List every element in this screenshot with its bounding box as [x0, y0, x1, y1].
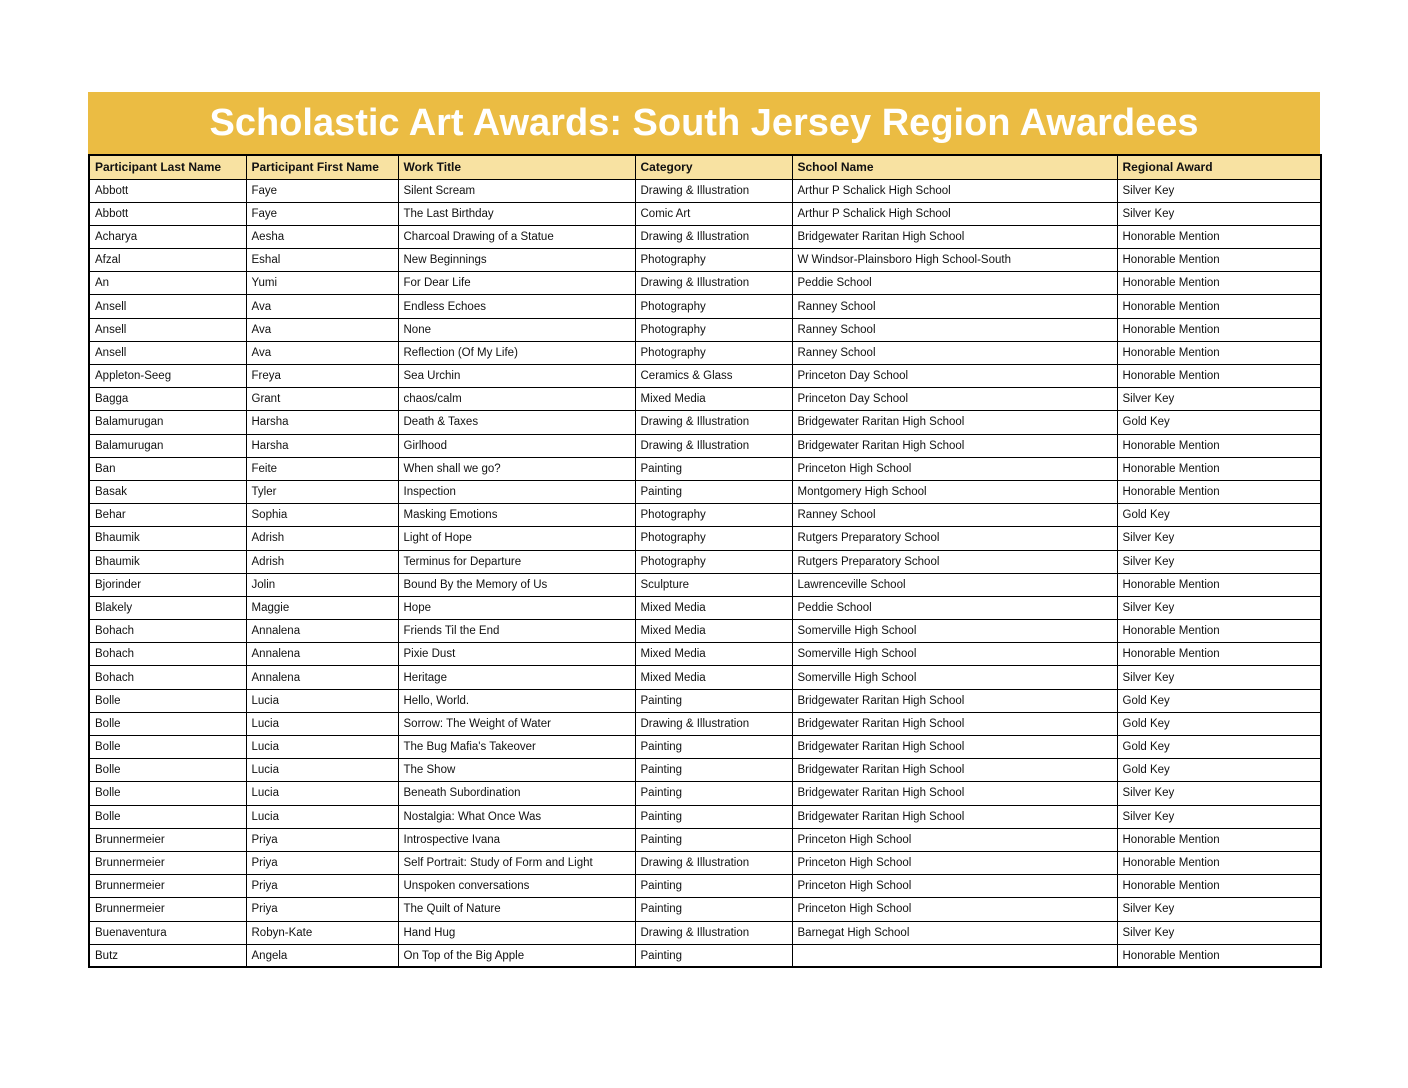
cell-school-name: Ranney School	[792, 295, 1117, 318]
cell-category: Painting	[635, 480, 792, 503]
cell-work-title: Nostalgia: What Once Was	[398, 805, 635, 828]
cell-work-title: The Quilt of Nature	[398, 898, 635, 921]
cell-category: Photography	[635, 295, 792, 318]
cell-work-title: Girlhood	[398, 434, 635, 457]
cell-category: Ceramics & Glass	[635, 365, 792, 388]
cell-work-title: chaos/calm	[398, 388, 635, 411]
cell-regional-award: Honorable Mention	[1117, 225, 1321, 248]
cell-school-name: Princeton High School	[792, 457, 1117, 480]
cell-category: Drawing & Illustration	[635, 225, 792, 248]
cell-regional-award: Honorable Mention	[1117, 643, 1321, 666]
cell-participant-first-name: Harsha	[246, 434, 398, 457]
cell-regional-award: Gold Key	[1117, 736, 1321, 759]
cell-category: Drawing & Illustration	[635, 434, 792, 457]
awards-sheet	[88, 92, 1320, 968]
cell-participant-first-name: Lucia	[246, 759, 398, 782]
cell-category: Painting	[635, 875, 792, 898]
cell-participant-last-name: Butz	[89, 944, 246, 967]
cell-category: Painting	[635, 736, 792, 759]
cell-school-name: Barnegat High School	[792, 921, 1117, 944]
cell-participant-last-name: Brunnermeier	[89, 851, 246, 874]
cell-work-title: Hello, World.	[398, 689, 635, 712]
cell-participant-first-name: Sophia	[246, 504, 398, 527]
cell-participant-last-name: Brunnermeier	[89, 875, 246, 898]
table-row	[89, 341, 1321, 364]
cell-category: Painting	[635, 759, 792, 782]
table-body	[89, 179, 1321, 967]
cell-work-title: Masking Emotions	[398, 504, 635, 527]
table-row	[89, 480, 1321, 503]
cell-work-title: Bound By the Memory of Us	[398, 573, 635, 596]
cell-school-name: Arthur P Schalick High School	[792, 202, 1117, 225]
cell-work-title: Sea Urchin	[398, 365, 635, 388]
cell-participant-last-name: Basak	[89, 480, 246, 503]
cell-regional-award: Honorable Mention	[1117, 480, 1321, 503]
cell-regional-award: Silver Key	[1117, 805, 1321, 828]
column-header-school-name: School Name	[792, 155, 1117, 179]
cell-participant-first-name: Lucia	[246, 689, 398, 712]
cell-category: Drawing & Illustration	[635, 272, 792, 295]
cell-participant-last-name: Ban	[89, 457, 246, 480]
cell-participant-first-name: Lucia	[246, 805, 398, 828]
cell-category: Drawing & Illustration	[635, 851, 792, 874]
awards-table	[88, 154, 1322, 968]
cell-participant-first-name: Eshal	[246, 249, 398, 272]
table-row	[89, 318, 1321, 341]
cell-participant-last-name: Bolle	[89, 782, 246, 805]
cell-participant-first-name: Adrish	[246, 527, 398, 550]
cell-participant-last-name: Blakely	[89, 596, 246, 619]
cell-participant-first-name: Annalena	[246, 620, 398, 643]
cell-participant-first-name: Jolin	[246, 573, 398, 596]
table-row	[89, 620, 1321, 643]
cell-participant-last-name: Balamurugan	[89, 411, 246, 434]
cell-participant-first-name: Priya	[246, 875, 398, 898]
column-header-participant-first-name: Participant First Name	[246, 155, 398, 179]
cell-participant-first-name: Freya	[246, 365, 398, 388]
cell-category: Mixed Media	[635, 620, 792, 643]
cell-school-name: Bridgewater Raritan High School	[792, 805, 1117, 828]
cell-category: Sculpture	[635, 573, 792, 596]
cell-regional-award: Honorable Mention	[1117, 851, 1321, 874]
cell-participant-last-name: Acharya	[89, 225, 246, 248]
table-row	[89, 736, 1321, 759]
cell-work-title: Introspective Ivana	[398, 828, 635, 851]
cell-work-title: Silent Scream	[398, 179, 635, 202]
table-row	[89, 434, 1321, 457]
cell-school-name: Somerville High School	[792, 643, 1117, 666]
cell-participant-last-name: Bohach	[89, 666, 246, 689]
table-row	[89, 179, 1321, 202]
cell-category: Mixed Media	[635, 388, 792, 411]
column-header-participant-last-name: Participant Last Name	[89, 155, 246, 179]
cell-regional-award: Honorable Mention	[1117, 620, 1321, 643]
header-row	[89, 155, 1321, 179]
cell-category: Painting	[635, 782, 792, 805]
cell-category: Painting	[635, 805, 792, 828]
cell-regional-award: Honorable Mention	[1117, 457, 1321, 480]
page-title: Scholastic Art Awards: South Jersey Region Awardees	[209, 101, 1199, 144]
cell-participant-last-name: Appleton-Seeg	[89, 365, 246, 388]
table-row	[89, 550, 1321, 573]
column-header-category: Category	[635, 155, 792, 179]
cell-work-title: Pixie Dust	[398, 643, 635, 666]
cell-regional-award: Honorable Mention	[1117, 249, 1321, 272]
cell-participant-last-name: An	[89, 272, 246, 295]
cell-school-name: Rutgers Preparatory School	[792, 527, 1117, 550]
cell-participant-last-name: Behar	[89, 504, 246, 527]
cell-regional-award: Honorable Mention	[1117, 318, 1321, 341]
table-row	[89, 898, 1321, 921]
cell-work-title: The Bug Mafia's Takeover	[398, 736, 635, 759]
cell-work-title: Hope	[398, 596, 635, 619]
cell-school-name: Princeton Day School	[792, 365, 1117, 388]
cell-school-name: W Windsor-Plainsboro High School-South	[792, 249, 1117, 272]
table-row	[89, 527, 1321, 550]
table-row	[89, 851, 1321, 874]
cell-category: Mixed Media	[635, 596, 792, 619]
cell-participant-last-name: Brunnermeier	[89, 828, 246, 851]
cell-regional-award: Silver Key	[1117, 527, 1321, 550]
cell-work-title: For Dear Life	[398, 272, 635, 295]
cell-regional-award: Gold Key	[1117, 689, 1321, 712]
cell-work-title: Unspoken conversations	[398, 875, 635, 898]
cell-participant-last-name: Bolle	[89, 712, 246, 735]
cell-category: Photography	[635, 318, 792, 341]
cell-regional-award: Silver Key	[1117, 782, 1321, 805]
table-row	[89, 759, 1321, 782]
cell-participant-first-name: Faye	[246, 179, 398, 202]
cell-participant-first-name: Ava	[246, 318, 398, 341]
cell-regional-award: Gold Key	[1117, 504, 1321, 527]
cell-work-title: Terminus for Departure	[398, 550, 635, 573]
cell-category: Painting	[635, 689, 792, 712]
cell-work-title: The Show	[398, 759, 635, 782]
cell-category: Photography	[635, 527, 792, 550]
cell-category: Painting	[635, 828, 792, 851]
cell-participant-last-name: Bolle	[89, 736, 246, 759]
cell-regional-award: Silver Key	[1117, 202, 1321, 225]
cell-work-title: Light of Hope	[398, 527, 635, 550]
cell-school-name: Bridgewater Raritan High School	[792, 782, 1117, 805]
cell-regional-award: Gold Key	[1117, 759, 1321, 782]
table-row	[89, 689, 1321, 712]
cell-regional-award: Honorable Mention	[1117, 573, 1321, 596]
cell-school-name: Bridgewater Raritan High School	[792, 736, 1117, 759]
cell-school-name: Somerville High School	[792, 620, 1117, 643]
cell-participant-first-name: Maggie	[246, 596, 398, 619]
table-row	[89, 782, 1321, 805]
cell-school-name: Bridgewater Raritan High School	[792, 434, 1117, 457]
cell-participant-first-name: Robyn-Kate	[246, 921, 398, 944]
cell-school-name: Princeton Day School	[792, 388, 1117, 411]
cell-regional-award: Honorable Mention	[1117, 341, 1321, 364]
cell-participant-first-name: Aesha	[246, 225, 398, 248]
table-row	[89, 249, 1321, 272]
table-row	[89, 365, 1321, 388]
column-header-work-title: Work Title	[398, 155, 635, 179]
cell-work-title: Hand Hug	[398, 921, 635, 944]
cell-school-name: Princeton High School	[792, 898, 1117, 921]
cell-work-title: Beneath Subordination	[398, 782, 635, 805]
cell-participant-first-name: Faye	[246, 202, 398, 225]
cell-work-title: Self Portrait: Study of Form and Light	[398, 851, 635, 874]
cell-regional-award: Silver Key	[1117, 666, 1321, 689]
cell-work-title: Charcoal Drawing of a Statue	[398, 225, 635, 248]
cell-participant-last-name: Bolle	[89, 759, 246, 782]
cell-regional-award: Silver Key	[1117, 596, 1321, 619]
cell-school-name: Rutgers Preparatory School	[792, 550, 1117, 573]
cell-school-name: Bridgewater Raritan High School	[792, 689, 1117, 712]
cell-regional-award: Silver Key	[1117, 388, 1321, 411]
title-band	[88, 92, 1320, 154]
cell-category: Mixed Media	[635, 666, 792, 689]
cell-school-name: Princeton High School	[792, 828, 1117, 851]
cell-regional-award: Gold Key	[1117, 712, 1321, 735]
cell-school-name: Lawrenceville School	[792, 573, 1117, 596]
cell-participant-first-name: Annalena	[246, 666, 398, 689]
cell-participant-first-name: Priya	[246, 828, 398, 851]
cell-school-name: Montgomery High School	[792, 480, 1117, 503]
cell-category: Photography	[635, 504, 792, 527]
cell-work-title: On Top of the Big Apple	[398, 944, 635, 967]
cell-participant-last-name: Abbott	[89, 179, 246, 202]
cell-category: Mixed Media	[635, 643, 792, 666]
table-row	[89, 805, 1321, 828]
cell-participant-first-name: Ava	[246, 341, 398, 364]
table-row	[89, 295, 1321, 318]
cell-category: Painting	[635, 457, 792, 480]
cell-category: Drawing & Illustration	[635, 712, 792, 735]
cell-participant-first-name: Feite	[246, 457, 398, 480]
cell-participant-first-name: Harsha	[246, 411, 398, 434]
cell-participant-first-name: Lucia	[246, 712, 398, 735]
cell-work-title: Death & Taxes	[398, 411, 635, 434]
cell-participant-last-name: Bjorinder	[89, 573, 246, 596]
cell-participant-last-name: Balamurugan	[89, 434, 246, 457]
cell-category: Painting	[635, 944, 792, 967]
cell-participant-first-name: Tyler	[246, 480, 398, 503]
cell-participant-last-name: Bohach	[89, 620, 246, 643]
cell-school-name: Ranney School	[792, 341, 1117, 364]
cell-participant-last-name: Buenaventura	[89, 921, 246, 944]
cell-participant-first-name: Angela	[246, 944, 398, 967]
cell-regional-award: Honorable Mention	[1117, 875, 1321, 898]
cell-school-name: Bridgewater Raritan High School	[792, 712, 1117, 735]
table-row	[89, 457, 1321, 480]
cell-participant-first-name: Priya	[246, 851, 398, 874]
table-row	[89, 666, 1321, 689]
cell-participant-last-name: Bolle	[89, 805, 246, 828]
cell-regional-award: Silver Key	[1117, 550, 1321, 573]
cell-school-name	[792, 944, 1117, 967]
cell-participant-first-name: Lucia	[246, 736, 398, 759]
cell-school-name: Peddie School	[792, 272, 1117, 295]
cell-participant-first-name: Lucia	[246, 782, 398, 805]
cell-participant-last-name: Bagga	[89, 388, 246, 411]
cell-work-title: Heritage	[398, 666, 635, 689]
cell-participant-last-name: Abbott	[89, 202, 246, 225]
cell-regional-award: Honorable Mention	[1117, 828, 1321, 851]
table-row	[89, 225, 1321, 248]
table-row	[89, 944, 1321, 967]
cell-regional-award: Honorable Mention	[1117, 272, 1321, 295]
cell-work-title: Endless Echoes	[398, 295, 635, 318]
cell-school-name: Bridgewater Raritan High School	[792, 411, 1117, 434]
cell-school-name: Peddie School	[792, 596, 1117, 619]
cell-category: Photography	[635, 550, 792, 573]
cell-regional-award: Honorable Mention	[1117, 434, 1321, 457]
cell-participant-first-name: Yumi	[246, 272, 398, 295]
cell-regional-award: Gold Key	[1117, 411, 1321, 434]
cell-work-title: Friends Til the End	[398, 620, 635, 643]
cell-work-title: Inspection	[398, 480, 635, 503]
cell-participant-first-name: Priya	[246, 898, 398, 921]
cell-participant-first-name: Adrish	[246, 550, 398, 573]
cell-participant-first-name: Annalena	[246, 643, 398, 666]
table-row	[89, 875, 1321, 898]
cell-participant-last-name: Bhaumik	[89, 550, 246, 573]
cell-participant-last-name: Afzal	[89, 249, 246, 272]
cell-work-title: The Last Birthday	[398, 202, 635, 225]
table-row	[89, 272, 1321, 295]
cell-category: Painting	[635, 898, 792, 921]
table-row	[89, 388, 1321, 411]
cell-school-name: Ranney School	[792, 318, 1117, 341]
cell-regional-award: Silver Key	[1117, 921, 1321, 944]
cell-category: Drawing & Illustration	[635, 179, 792, 202]
table-row	[89, 643, 1321, 666]
cell-category: Photography	[635, 341, 792, 364]
table-row	[89, 828, 1321, 851]
cell-participant-last-name: Brunnermeier	[89, 898, 246, 921]
cell-school-name: Princeton High School	[792, 875, 1117, 898]
cell-category: Comic Art	[635, 202, 792, 225]
cell-participant-last-name: Ansell	[89, 318, 246, 341]
cell-category: Photography	[635, 249, 792, 272]
column-header-regional-award: Regional Award	[1117, 155, 1321, 179]
table-row	[89, 712, 1321, 735]
cell-category: Drawing & Illustration	[635, 921, 792, 944]
cell-work-title: Reflection (Of My Life)	[398, 341, 635, 364]
cell-school-name: Ranney School	[792, 504, 1117, 527]
table-row	[89, 921, 1321, 944]
cell-school-name: Bridgewater Raritan High School	[792, 759, 1117, 782]
cell-regional-award: Honorable Mention	[1117, 295, 1321, 318]
cell-work-title: Sorrow: The Weight of Water	[398, 712, 635, 735]
cell-work-title: When shall we go?	[398, 457, 635, 480]
cell-participant-last-name: Bohach	[89, 643, 246, 666]
table-row	[89, 202, 1321, 225]
cell-participant-first-name: Grant	[246, 388, 398, 411]
cell-participant-last-name: Bhaumik	[89, 527, 246, 550]
cell-regional-award: Honorable Mention	[1117, 365, 1321, 388]
table-row	[89, 504, 1321, 527]
cell-work-title: None	[398, 318, 635, 341]
table-row	[89, 596, 1321, 619]
cell-regional-award: Silver Key	[1117, 179, 1321, 202]
table-row	[89, 411, 1321, 434]
cell-school-name: Somerville High School	[792, 666, 1117, 689]
cell-school-name: Bridgewater Raritan High School	[792, 225, 1117, 248]
cell-participant-last-name: Bolle	[89, 689, 246, 712]
cell-school-name: Arthur P Schalick High School	[792, 179, 1117, 202]
cell-regional-award: Honorable Mention	[1117, 944, 1321, 967]
cell-participant-last-name: Ansell	[89, 295, 246, 318]
cell-participant-last-name: Ansell	[89, 341, 246, 364]
cell-participant-first-name: Ava	[246, 295, 398, 318]
cell-work-title: New Beginnings	[398, 249, 635, 272]
table-row	[89, 573, 1321, 596]
cell-category: Drawing & Illustration	[635, 411, 792, 434]
cell-school-name: Princeton High School	[792, 851, 1117, 874]
cell-regional-award: Silver Key	[1117, 898, 1321, 921]
